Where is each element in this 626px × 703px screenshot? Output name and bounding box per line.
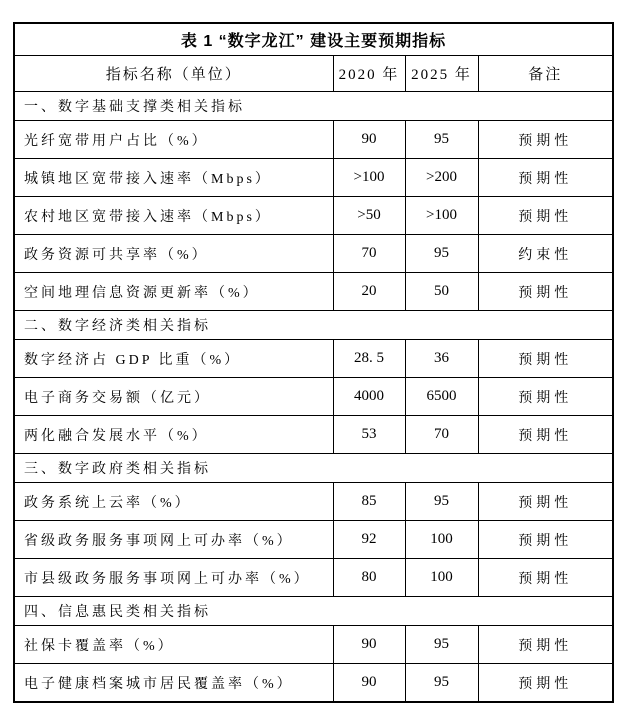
table-row-ehealth-record-coverage bbox=[14, 664, 613, 703]
indicator-name: 电子健康档案城市居民覆盖率（%） bbox=[14, 664, 333, 703]
value-2025: 95 bbox=[405, 121, 478, 159]
table-row-rural-broadband-speed bbox=[14, 197, 613, 235]
indicator-name: 政务系统上云率（%） bbox=[14, 483, 333, 521]
table-row-social-security-card-coverage bbox=[14, 626, 613, 664]
value-2025: >200 bbox=[405, 159, 478, 197]
value-2025: 95 bbox=[405, 626, 478, 664]
indicator-name: 社保卡覆盖率（%） bbox=[14, 626, 333, 664]
note-cell: 预期性 bbox=[478, 197, 613, 235]
table-row-gov-systems-cloud-rate bbox=[14, 483, 613, 521]
value-2020: 90 bbox=[333, 626, 405, 664]
value-2025: 95 bbox=[405, 483, 478, 521]
section-row-digital-economy bbox=[14, 311, 613, 340]
value-2020: 20 bbox=[333, 273, 405, 311]
value-2020: 4000 bbox=[333, 378, 405, 416]
table-row-gov-resource-sharing bbox=[14, 235, 613, 273]
value-2020: 28. 5 bbox=[333, 340, 405, 378]
indicator-name: 两化融合发展水平（%） bbox=[14, 416, 333, 454]
column-header-indicator-name: 指标名称（单位） bbox=[14, 56, 333, 92]
column-header-2020: 2020 年 bbox=[333, 56, 405, 92]
section-row-information-welfare bbox=[14, 597, 613, 626]
value-2025: 95 bbox=[405, 235, 478, 273]
section-label: 二、数字经济类相关指标 bbox=[14, 311, 613, 340]
value-2025: 36 bbox=[405, 340, 478, 378]
note-cell: 预期性 bbox=[478, 483, 613, 521]
note-cell: 预期性 bbox=[478, 521, 613, 559]
section-label: 三、数字政府类相关指标 bbox=[14, 454, 613, 483]
indicators-table bbox=[13, 22, 614, 703]
value-2020: >50 bbox=[333, 197, 405, 235]
indicator-name: 农村地区宽带接入速率（Mbps） bbox=[14, 197, 333, 235]
note-cell: 预期性 bbox=[478, 559, 613, 597]
section-row-digital-government bbox=[14, 454, 613, 483]
value-2025: 6500 bbox=[405, 378, 478, 416]
value-2020: 92 bbox=[333, 521, 405, 559]
indicator-name: 政务资源可共享率（%） bbox=[14, 235, 333, 273]
value-2025: 100 bbox=[405, 559, 478, 597]
value-2020: 80 bbox=[333, 559, 405, 597]
indicator-name: 光纤宽带用户占比（%） bbox=[14, 121, 333, 159]
note-cell: 预期性 bbox=[478, 340, 613, 378]
value-2020: 53 bbox=[333, 416, 405, 454]
note-cell: 预期性 bbox=[478, 159, 613, 197]
note-cell: 约束性 bbox=[478, 235, 613, 273]
value-2025: 100 bbox=[405, 521, 478, 559]
indicator-name: 市县级政务服务事项网上可办率（%） bbox=[14, 559, 333, 597]
indicator-name: 空间地理信息资源更新率（%） bbox=[14, 273, 333, 311]
indicator-name: 数字经济占 GDP 比重（%） bbox=[14, 340, 333, 378]
table-row-city-county-online-service-rate bbox=[14, 559, 613, 597]
note-cell: 预期性 bbox=[478, 378, 613, 416]
value-2025: 70 bbox=[405, 416, 478, 454]
table-row-geospatial-update-rate bbox=[14, 273, 613, 311]
value-2025: 95 bbox=[405, 664, 478, 703]
value-2020: >100 bbox=[333, 159, 405, 197]
indicator-name: 省级政务服务事项网上可办率（%） bbox=[14, 521, 333, 559]
indicator-name: 电子商务交易额（亿元） bbox=[14, 378, 333, 416]
value-2025: 50 bbox=[405, 273, 478, 311]
table-row-digital-economy-gdp-share bbox=[14, 340, 613, 378]
table-row-integration-development-level bbox=[14, 416, 613, 454]
table-title-row bbox=[14, 23, 613, 56]
value-2020: 70 bbox=[333, 235, 405, 273]
column-header-2025: 2025 年 bbox=[405, 56, 478, 92]
note-cell: 预期性 bbox=[478, 416, 613, 454]
table-title: 表 1 “数字龙江” 建设主要预期指标 bbox=[14, 23, 613, 56]
value-2020: 90 bbox=[333, 664, 405, 703]
section-row-digital-infrastructure bbox=[14, 92, 613, 121]
table-row-ecommerce-volume bbox=[14, 378, 613, 416]
note-cell: 预期性 bbox=[478, 664, 613, 703]
section-label: 一、数字基础支撑类相关指标 bbox=[14, 92, 613, 121]
section-label: 四、信息惠民类相关指标 bbox=[14, 597, 613, 626]
indicator-name: 城镇地区宽带接入速率（Mbps） bbox=[14, 159, 333, 197]
value-2025: >100 bbox=[405, 197, 478, 235]
note-cell: 预期性 bbox=[478, 121, 613, 159]
column-header-note: 备注 bbox=[478, 56, 613, 92]
note-cell: 预期性 bbox=[478, 626, 613, 664]
note-cell: 预期性 bbox=[478, 273, 613, 311]
table-row-urban-broadband-speed bbox=[14, 159, 613, 197]
value-2020: 85 bbox=[333, 483, 405, 521]
table-row-fiber-broadband bbox=[14, 121, 613, 159]
value-2020: 90 bbox=[333, 121, 405, 159]
table-header-row bbox=[14, 56, 613, 92]
table-row-provincial-online-service-rate bbox=[14, 521, 613, 559]
